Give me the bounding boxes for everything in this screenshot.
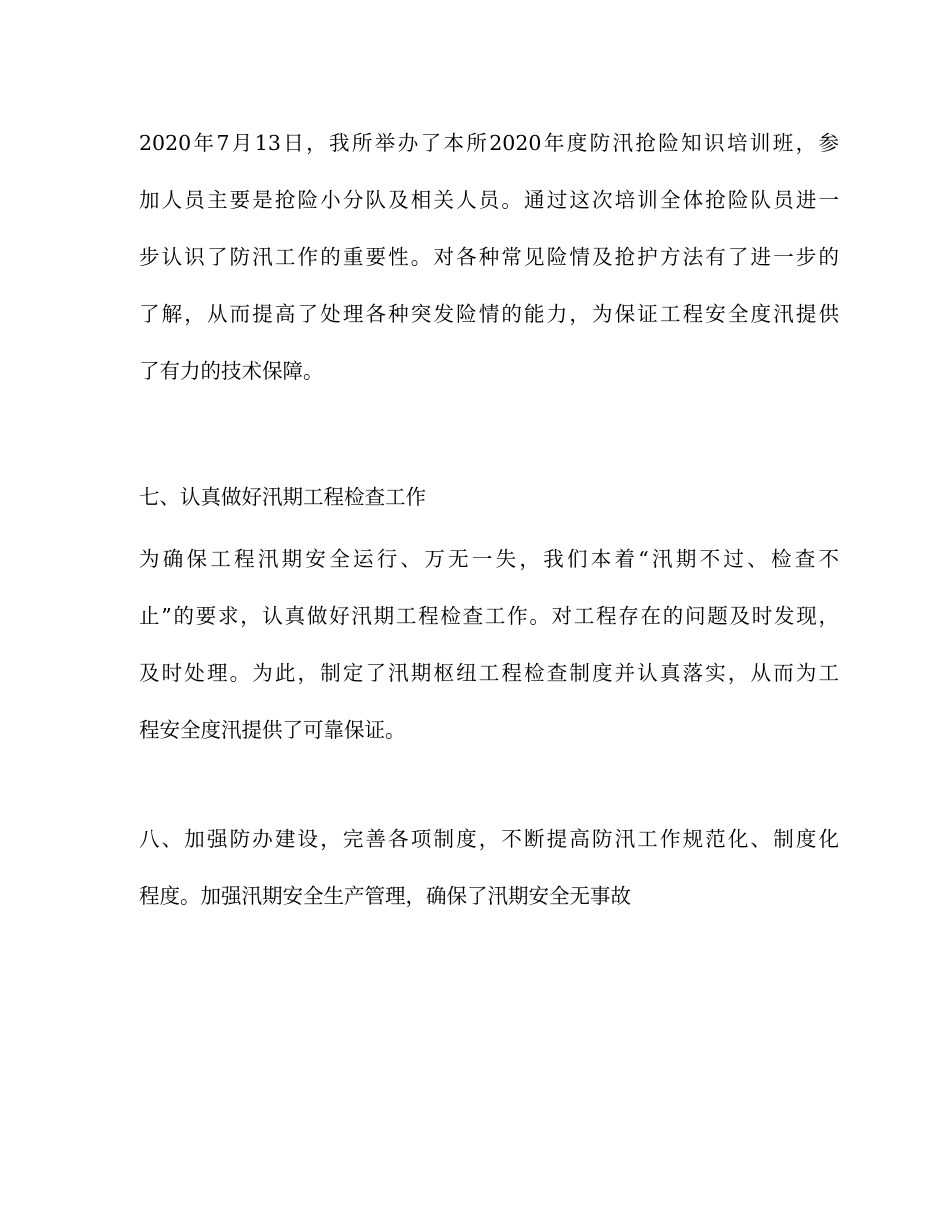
paragraph-line: 止”的要求，认真做好汛期工程检查工作。对工程存在的问题及时发现， xyxy=(139,604,839,628)
paragraph-line: 步认识了防汛工作的重要性。对各种常见险情及抢护方法有了进一步的 xyxy=(139,245,839,269)
paragraph-line: 了解，从而提高了处理各种突发险情的能力，为保证工程安全度汛提供 xyxy=(139,302,839,326)
paragraph-office-building xyxy=(139,811,839,925)
paragraph-line: 2020年7月13日，我所举办了本所2020年度防汛抢险知识培训班，参 xyxy=(139,131,839,155)
paragraph-training xyxy=(139,115,839,400)
paragraph-line: 加人员主要是抢险小分队及相关人员。通过这次培训全体抢险队员进一 xyxy=(139,188,839,212)
paragraph-inspection xyxy=(139,531,839,759)
paragraph-line: 八、加强防办建设，完善各项制度，不断提高防汛工作规范化、制度化 xyxy=(139,827,839,851)
section-heading: 七、认真做好汛期工程检查工作 xyxy=(139,485,426,509)
section-7-heading-block xyxy=(139,472,839,522)
paragraph-line: 为确保工程汛期安全运行、万无一失，我们本着“汛期不过、检查不 xyxy=(139,547,839,571)
paragraph-line: 程安全度汛提供了可靠保证。 xyxy=(139,718,406,742)
paragraph-line: 程度。加强汛期安全生产管理，确保了汛期安全无事故 xyxy=(139,884,631,908)
paragraph-line: 及时处理。为此，制定了汛期枢纽工程检查制度并认真落实，从而为工 xyxy=(139,661,839,685)
paragraph-line: 了有力的技术保障。 xyxy=(139,359,324,383)
